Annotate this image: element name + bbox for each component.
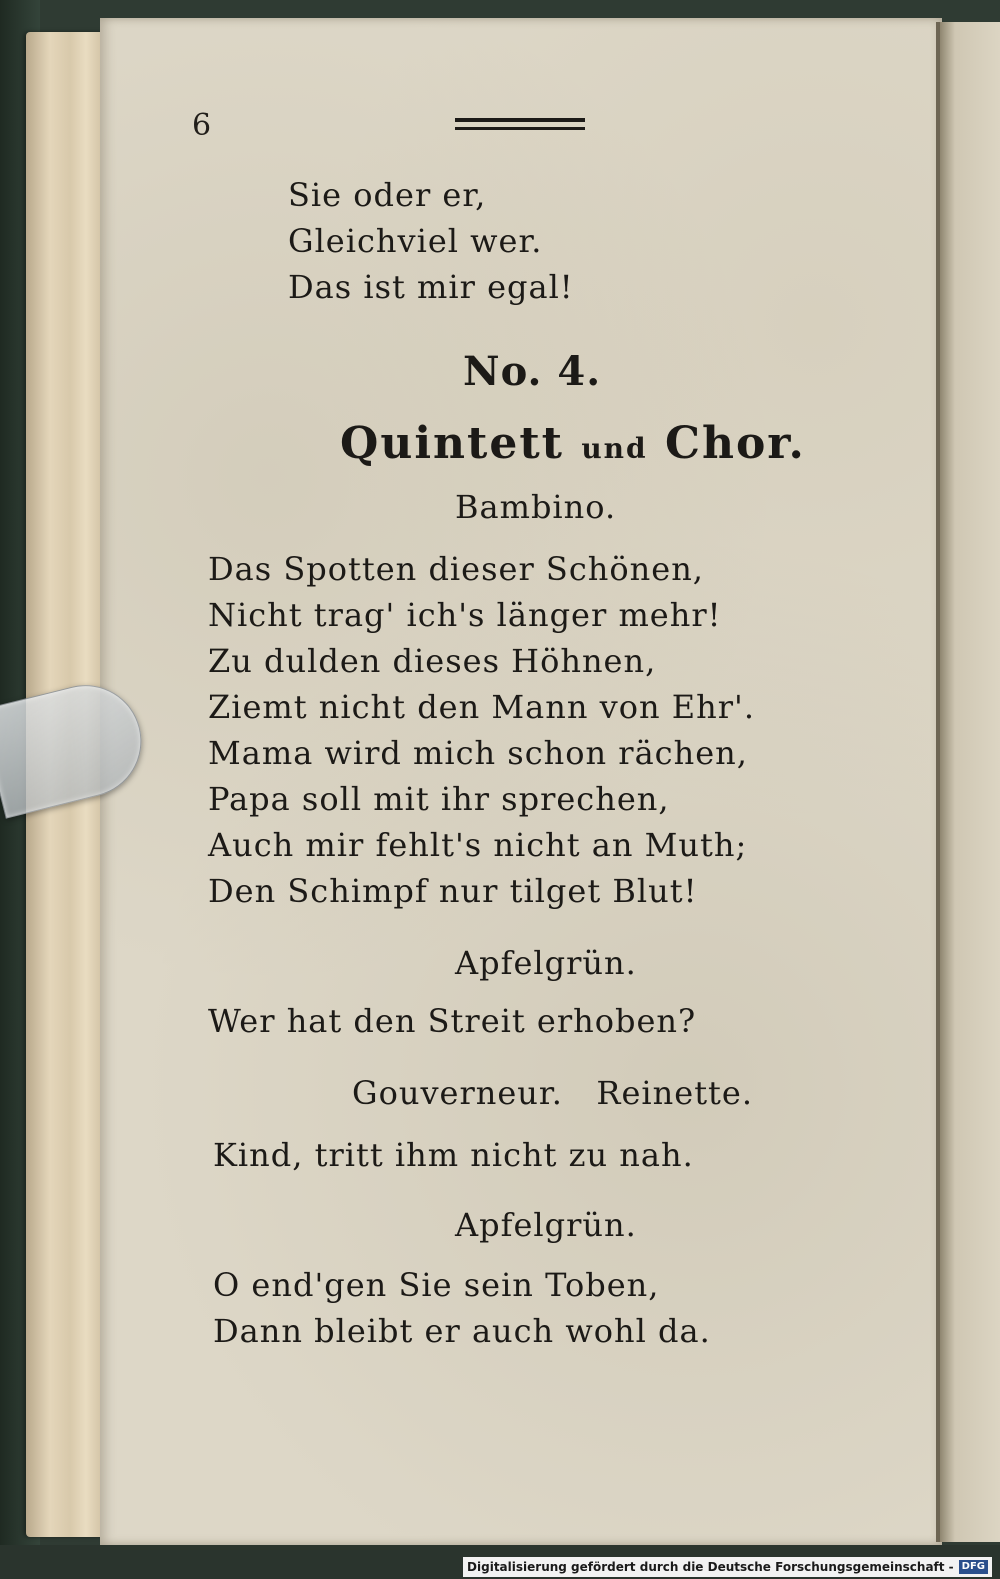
verse-line: Das Spotten dieser Schönen, bbox=[208, 550, 704, 588]
section-title-und: und bbox=[581, 432, 648, 465]
verse-line: Auch mir fehlt's nicht an Muth; bbox=[208, 826, 748, 864]
verse-line: Mama wird mich schon rächen, bbox=[208, 734, 748, 772]
dfg-logo: DFG bbox=[959, 1560, 988, 1574]
section-title bbox=[340, 418, 806, 469]
digitization-credit bbox=[463, 1557, 992, 1577]
section-number: No. 4. bbox=[463, 348, 602, 395]
verse-line: Ziemt nicht den Mann von Ehr'. bbox=[208, 688, 755, 726]
section-title-main: Quintett bbox=[340, 418, 564, 469]
verse-line: Sie oder er, bbox=[288, 176, 487, 214]
speaker-name: Bambino. bbox=[455, 488, 617, 526]
verse-line: Zu dulden dieses Höhnen, bbox=[208, 642, 657, 680]
verse-line: Das ist mir egal! bbox=[288, 268, 574, 306]
verse-line: Nicht trag' ich's länger mehr! bbox=[208, 596, 722, 634]
verse-line: O end'gen Sie sein Toben, bbox=[213, 1266, 660, 1304]
section-title-end: Chor. bbox=[664, 418, 806, 469]
verse-line: Kind, tritt ihm nicht zu nah. bbox=[213, 1136, 694, 1174]
verse-line: Den Schimpf nur tilget Blut! bbox=[208, 872, 698, 910]
header-rule bbox=[455, 127, 585, 130]
speaker-name: Apfelgrün. bbox=[455, 1206, 637, 1244]
verse-line: Papa soll mit ihr sprechen, bbox=[208, 780, 670, 818]
speaker-name: Apfelgrün. bbox=[455, 944, 637, 982]
speaker-name: Gouverneur. Reinette. bbox=[352, 1074, 754, 1112]
verse-line: Gleichviel wer. bbox=[288, 222, 543, 260]
verse-line: Dann bleibt er auch wohl da. bbox=[213, 1312, 711, 1350]
header-rule bbox=[455, 118, 585, 122]
page-number: 6 bbox=[192, 108, 212, 143]
verse-line: Wer hat den Streit erhoben? bbox=[208, 1002, 697, 1040]
facing-page bbox=[940, 22, 1000, 1542]
credit-text: Digitalisierung gefördert durch die Deutsche Forschungsgemeinschaft - bbox=[467, 1560, 954, 1574]
